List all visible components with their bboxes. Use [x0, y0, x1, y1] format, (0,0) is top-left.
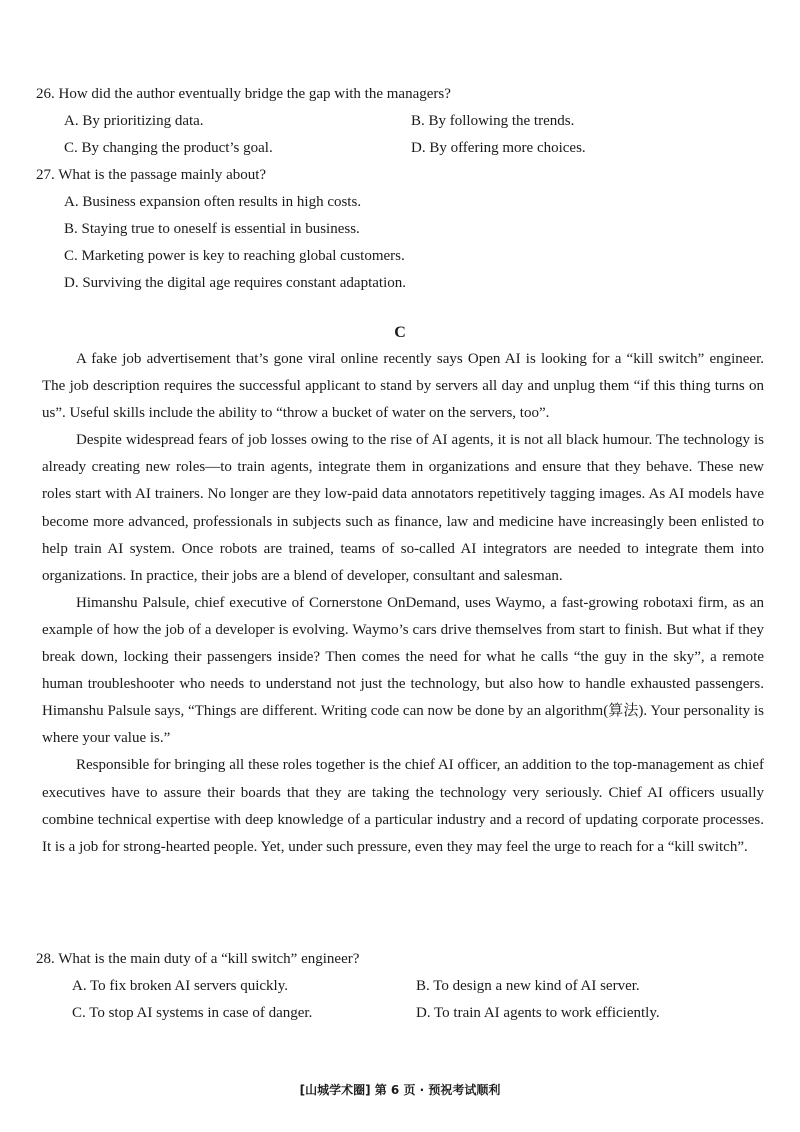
question-27-option-d: D. Surviving the digital age requires constant adaptation. [64, 275, 406, 291]
question-28-option-c: C. To stop AI systems in case of danger. [72, 1005, 313, 1021]
question-28-option-b: B. To design a new kind of AI server. [416, 978, 640, 994]
question-27-option-c: C. Marketing power is key to reaching global customers. [64, 248, 405, 264]
question-26-option-b: B. By following the trends. [411, 113, 575, 129]
question-26-option-a: A. By prioritizing data. [64, 113, 204, 129]
section-heading: C [394, 324, 406, 341]
question-28-option-a: A. To fix broken AI servers quickly. [72, 978, 288, 994]
question-27-option-b: B. Staying true to oneself is essential in business. [64, 221, 360, 237]
question-27-option-a: A. Business expansion often results in high costs. [64, 194, 362, 210]
passage-paragraph-3: Himanshu Palsule, chief executive of Cornerstone OnDemand, uses Waymo, a fast-growing robotaxi firm, as an example of how the job of a developer is evolving. Waymo’s cars drive themselves from start to finish. But what if they break down, locking their passengers inside? Then comes the need for what he calls “the guy in the sky”, a remote human troubleshooter who needs to understand not just the technology, but also how to handle exhausted passengers. Himanshu Palsule says, “Things are different. Writing code can now be done by an algorithm(算法). Your personality is where your value is.” [42, 594, 764, 747]
reading-passage [42, 346, 764, 861]
passage-paragraph-4: Responsible for bringing all these roles together is the chief AI officer, an addition to the top-management as chief executives have to assure their boards that they are taking the technology very seriously. Chief AI officers usually combine technical expertise with deep knowledge of a particular industry and a record of updating corporate processes. It is a job for strong-hearted people. Yet, under such pressure, even they may feel the urge to reach for a “kill switch”. [42, 757, 764, 855]
question-26-option-c: C. By changing the product’s goal. [64, 140, 273, 156]
question-26-stem: 26. How did the author eventually bridge the gap with the managers? [36, 86, 451, 102]
question-27-stem: 27. What is the passage mainly about? [36, 167, 267, 183]
question-26-option-d: D. By offering more choices. [411, 140, 586, 156]
question-28-stem: 28. What is the main duty of a “kill switch” engineer? [36, 951, 360, 967]
passage-paragraph-1: A fake job advertisement that’s gone viral online recently says Open AI is looking for a “kill switch” engineer. The job description requires the successful applicant to stand by servers all day and unplug them “if this thing turns on us”. Useful skills include the ability to “throw a bucket of water on the servers, too”. [42, 351, 764, 422]
question-28-option-d: D. To train AI agents to work efficiently. [416, 1005, 660, 1021]
page-footer: [山城学术圈] 第 6 页 · 预祝考试顺利 [299, 1083, 501, 1097]
passage-paragraph-2: Despite widespread fears of job losses owing to the rise of AI agents, it is not all black humour. The technology is already creating new roles—to train agents, integrate them in organizations and ensure that they behave. These new roles start with AI trainers. No longer are they low-paid data annotators repetitively tagging images. As AI models have become more advanced, professionals in subjects such as finance, law and medicine have increasingly been enlisted to help train AI system. Once robots are trained, teams of so-called AI integrators are needed to integrate them into organizations. In practice, their jobs are a blend of developer, consultant and salesman. [42, 432, 764, 584]
